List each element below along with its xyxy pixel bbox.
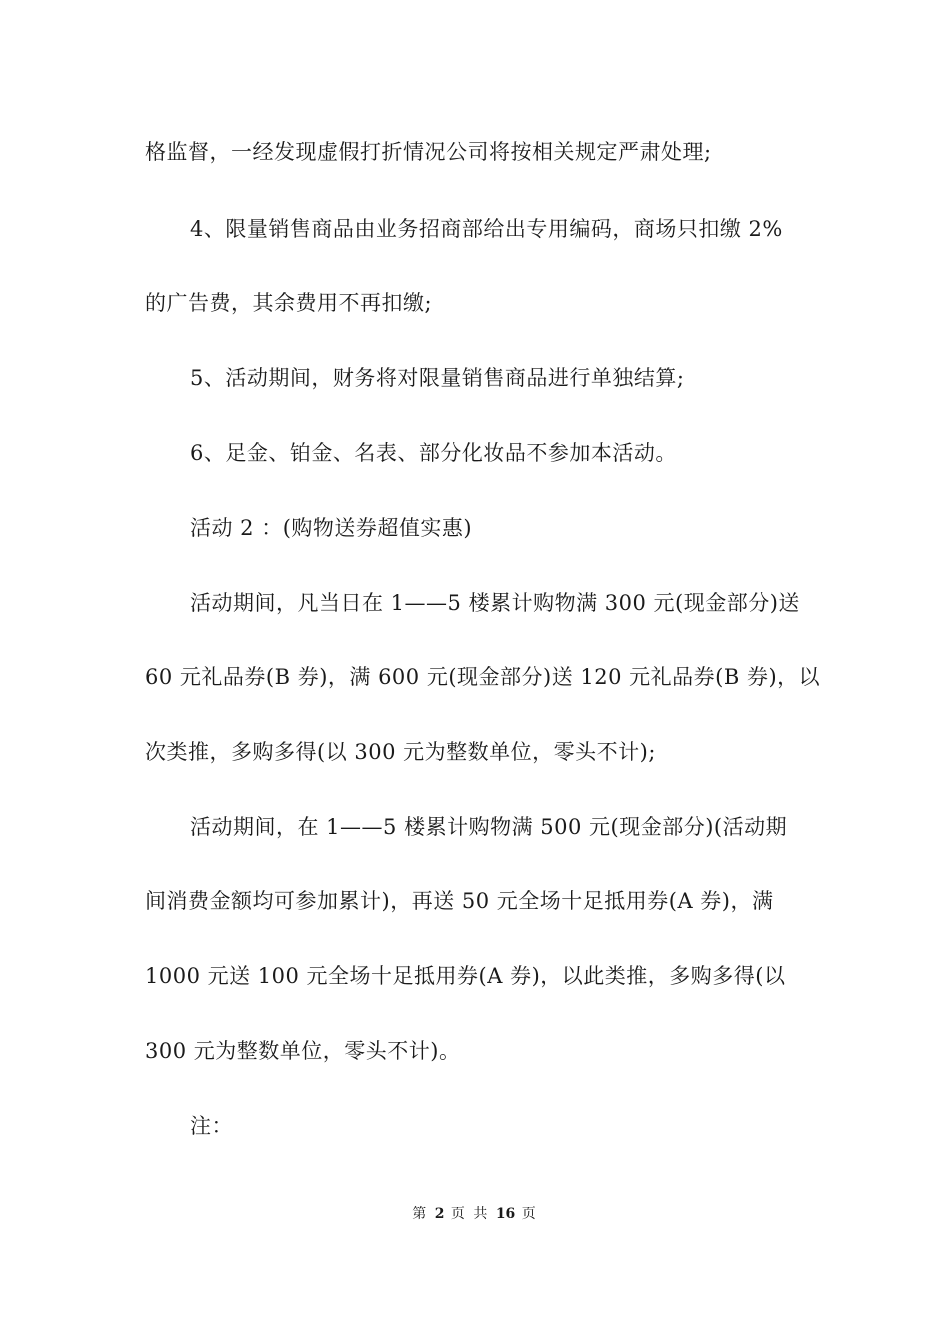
paragraph-line-13: 300 元为整数单位，零头不计)。 xyxy=(145,1039,461,1063)
paragraph-line-5: 6、足金、铂金、名表、部分化妆品不参加本活动。 xyxy=(190,441,677,465)
paragraph-line-8: 60 元礼品券(B 券)，满 600 元(现金部分)送 120 元礼品券(B 券)，以 xyxy=(145,665,821,689)
section-heading-activity-2: 活动 2 ：(购物送券超值实惠) xyxy=(190,516,473,540)
paragraph-line-10: 活动期间，在 1——5 楼累计购物满 500 元(现金部分)(活动期 xyxy=(190,815,788,839)
paragraph-line-1: 格监督，一经发现虚假打折情况公司将按相关规定严肃处理; xyxy=(145,140,712,164)
footer-total-pages: 16 xyxy=(495,1206,516,1222)
paragraph-line-11: 间消费金额均可参加累计)，再送 50 元全场十足抵用券(A 券)，满 xyxy=(145,889,774,913)
paragraph-line-3: 的广告费，其余费用不再扣缴; xyxy=(145,291,433,315)
paragraph-line-4: 5、活动期间，财务将对限量销售商品进行单独结算; xyxy=(190,366,685,390)
paragraph-line-12: 1000 元送 100 元全场十足抵用券(A 券)，以此类推，多购多得(以 xyxy=(145,964,786,988)
footer-suffix: 页 xyxy=(521,1206,538,1222)
footer-prefix: 第 xyxy=(412,1206,429,1222)
paragraph-line-7: 活动期间，凡当日在 1——5 楼累计购物满 300 元(现金部分)送 xyxy=(190,591,800,615)
paragraph-line-9: 次类推，多购多得(以 300 元为整数单位，零头不计); xyxy=(145,740,656,764)
footer-middle: 页 共 xyxy=(450,1206,490,1222)
page-footer xyxy=(0,1205,950,1223)
note-label: 注： xyxy=(190,1114,233,1138)
footer-page-number: 2 xyxy=(434,1206,445,1222)
paragraph-line-2: 4、限量销售商品由业务招商部给出专用编码，商场只扣缴 2% xyxy=(190,217,783,241)
